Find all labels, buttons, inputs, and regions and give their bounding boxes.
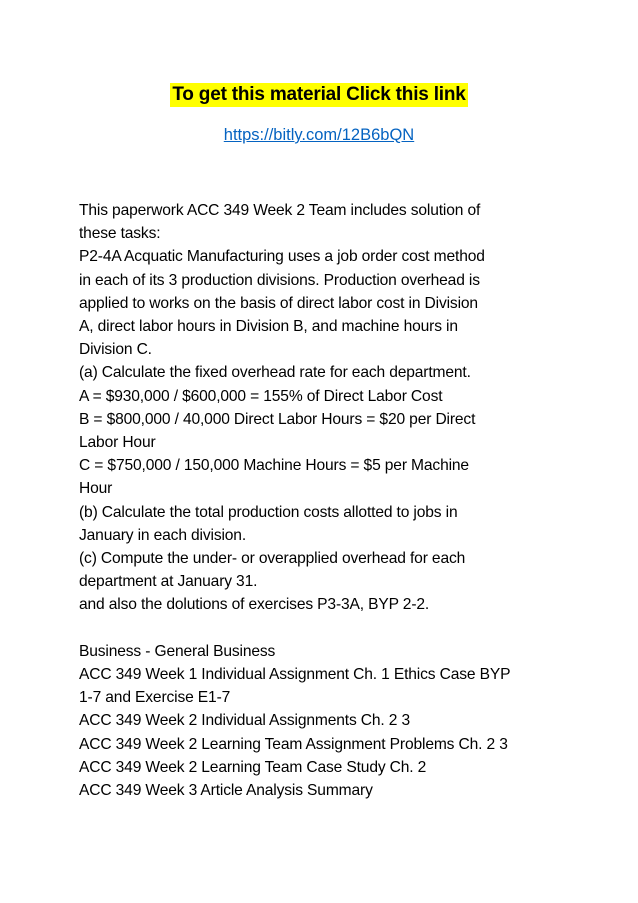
related-line: ACC 349 Week 2 Learning Team Assignment Problems Ch. 2 3 xyxy=(79,735,508,753)
body-line: P2-4A Acquatic Manufacturing uses a job order cost method xyxy=(79,248,485,266)
body-line: department at January 31. xyxy=(79,573,258,591)
material-link[interactable]: https://bitly.com/12B6bQN xyxy=(223,126,415,144)
body-line: B = $800,000 / 40,000 Direct Labor Hours = $20 per Direct xyxy=(79,410,476,428)
body-line: (b) Calculate the total production costs allotted to jobs in xyxy=(79,503,458,521)
body-line: in each of its 3 production divisions. Production overhead is xyxy=(79,271,480,289)
body-line: Division C. xyxy=(79,341,152,359)
related-line: Business - General Business xyxy=(79,642,276,660)
body-line: This paperwork ACC 349 Week 2 Team includes solution of xyxy=(79,202,481,219)
related-line: ACC 349 Week 2 Individual Assignments Ch. 2 3 xyxy=(79,712,411,730)
body-line: Hour xyxy=(79,480,113,498)
body-line: these tasks: xyxy=(79,225,161,243)
body-line: C = $750,000 / 150,000 Machine Hours = $5 per Machine xyxy=(79,457,469,475)
body-line: A, direct labor hours in Division B, and machine hours in xyxy=(79,318,458,336)
body-line: January in each division. xyxy=(79,526,247,544)
related-line: 1-7 and Exercise E1-7 xyxy=(79,689,231,707)
related-line: ACC 349 Week 2 Learning Team Case Study Ch. 2 xyxy=(79,758,427,776)
page-title: To get this material Click this link xyxy=(172,84,466,105)
body-line: A = $930,000 / $600,000 = 155% of Direct Labor Cost xyxy=(79,387,443,405)
body-line: applied to works on the basis of direct labor cost in Division xyxy=(79,294,478,312)
body-line: and also the dolutions of exercises P3-3A, BYP 2-2. xyxy=(79,596,430,614)
related-line: ACC 349 Week 1 Individual Assignment Ch. 1 Ethics Case BYP xyxy=(79,666,511,684)
paragraph-spacer xyxy=(79,617,579,640)
related-line: ACC 349 Week 3 Article Analysis Summary xyxy=(79,782,373,800)
document-body xyxy=(79,199,579,802)
body-line: Labor Hour xyxy=(79,434,156,452)
body-line: (a) Calculate the fixed overhead rate for each department. xyxy=(79,364,471,382)
title-container xyxy=(0,83,638,107)
body-line: (c) Compute the under- or overapplied overhead for each xyxy=(79,550,466,568)
